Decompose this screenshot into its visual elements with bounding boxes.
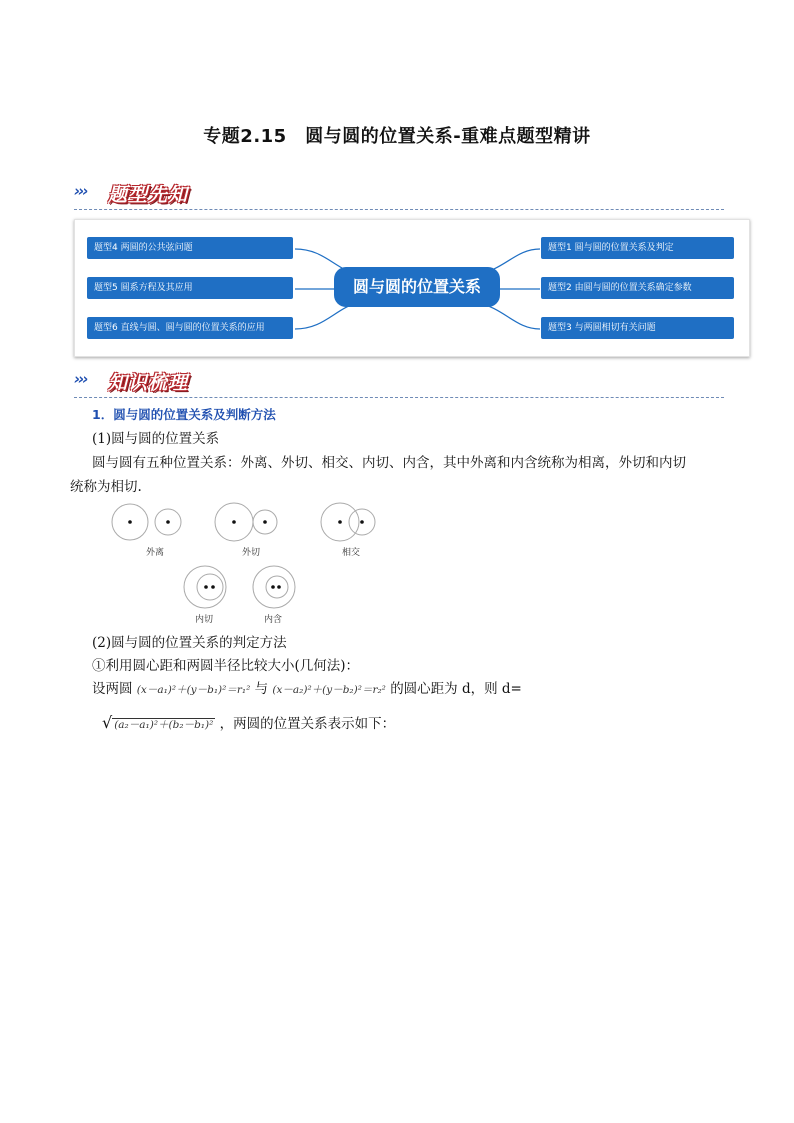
figure-caption: 内切 (195, 615, 214, 625)
section-arrows: ››› (74, 182, 87, 200)
formula-prefix: 设两圆 (92, 681, 133, 697)
figure-caption: 外离 (146, 548, 165, 558)
sqrt-icon: √ (102, 713, 113, 732)
paragraph-line-1: 圆与圆有五种位置关系：外离、外切、相交、内切、内含，其中外离和内含统称为相离，外切和内切 (92, 455, 686, 471)
circle-position-figures (100, 498, 400, 628)
section-header-overview (74, 180, 724, 214)
formula-suffix: 的圆心距为 d，则 d= (390, 681, 522, 697)
mind-map-topic-5: 题型5 圆系方程及其应用 (87, 277, 293, 299)
mind-map-center: 圆与圆的位置关系 (334, 267, 500, 307)
distance-expression: (a₂－a₁)²＋(b₂－b₁)² (114, 719, 214, 731)
section-divider (74, 209, 724, 210)
mind-map-topic-4: 题型4 两圆的公共弦问题 (87, 237, 293, 259)
circle-equation-2: (x－a₂)²＋(y－b₂)²＝r₂² (272, 684, 386, 696)
heading-1: 1．圆与圆的位置关系及判断方法 (92, 407, 276, 422)
formula-suffix: ，两圆的位置关系表示如下： (219, 716, 396, 732)
formula-line-b (102, 714, 395, 734)
subheading-2: (2)圆与圆的位置关系的判定方法 (92, 635, 287, 651)
section-arrows: ››› (74, 370, 87, 388)
mind-map-topic-3: 题型3 与两圆相切有关问题 (541, 317, 734, 339)
formula-connector: 与 (254, 681, 269, 697)
section-divider (74, 397, 724, 398)
formula-line-a (92, 680, 522, 699)
figure-caption: 内含 (264, 615, 283, 625)
subheading-1: (1)圆与圆的位置关系 (92, 431, 220, 447)
mind-map-topic-6: 题型6 直线与圆、圆与圆的位置关系的应用 (87, 317, 293, 339)
paragraph-line-2: 统称为相切. (70, 479, 142, 495)
mind-map-topic-2: 题型2 由圆与圆的位置关系确定参数 (541, 277, 734, 299)
figure-caption: 相交 (342, 548, 361, 558)
section-label: 题型先知 (108, 184, 189, 206)
section-label: 知识梳理 (108, 372, 189, 394)
circle-equation-1: (x－a₁)²＋(y－b₁)²＝r₁² (136, 684, 251, 696)
mind-map (74, 219, 750, 357)
section-header-knowledge (74, 368, 724, 402)
page-title: 专题2.15 圆与圆的位置关系-重难点题型精讲 (203, 126, 591, 147)
mind-map-topic-1: 题型1 圆与圆的位置关系及判定 (541, 237, 734, 259)
figure-caption: 外切 (242, 548, 261, 558)
method-1: ①利用圆心距和两圆半径比较大小(几何法)： (92, 658, 360, 674)
